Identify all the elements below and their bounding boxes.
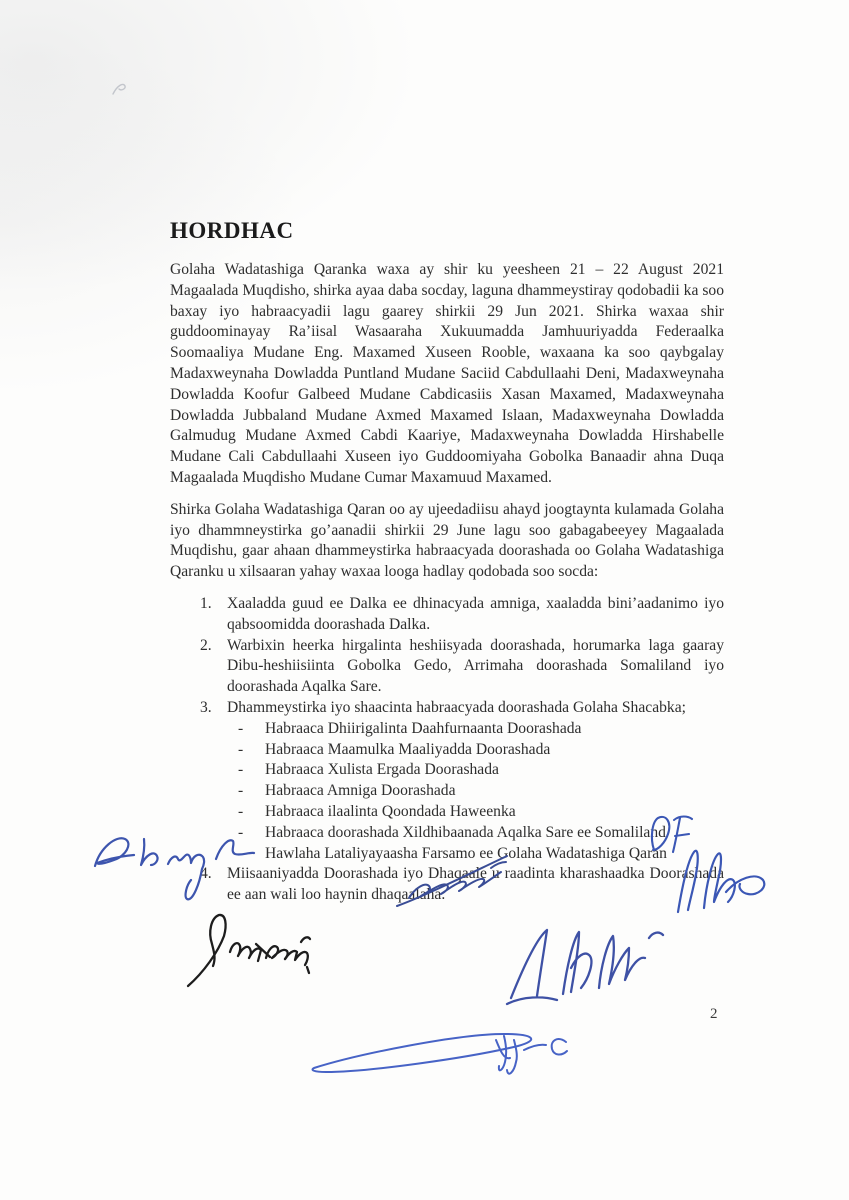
sub-item-text: Habraaca Amniga Doorashada [265,782,456,800]
dash-bullet: - [238,740,244,758]
signature-blue-middle-slanted [395,838,513,910]
paragraph-2: Shirka Golaha Wadatashiga Qaran oo ay ujeedadiisu ahayd joogtaynta kulamada Golaha iyo dhammneystirka go’aanadii shirkii 29 June lagu soo gabagabeeyey Magaalada Muqdishu, gaar ahaan dhammeystirka habraacyada doorashada oo Golaha Wadatashiga Qaranku u xilsaaran yahay waxaa looga hadlay qodobada soo socda: [170,500,724,581]
list-item-text: Warbixin heerka hirgalinta heshiisyada doorashada, horumarka laga gaaray Dibu-heshiisiinta Gobolka Gedo, Arrimaha doorashada Somaliland iyo doorashada Aqalka Sare. [227,636,724,696]
dash-bullet: - [238,802,244,820]
sub-item-text: Habraaca Dhiirigalinta Daahfurnaanta Doorashada [265,719,582,737]
page-number: 2 [710,1006,718,1022]
sub-item-text: Habraaca ilaalinta Qoondada Haweenka [265,802,516,820]
signature-black-left [186,892,356,992]
list-item-text: Xaaladda guud ee Dalka ee dhinacyada amniga, xaaladda bini’aadanimo iyo qabsoomidda doorashada Dalka. [227,594,724,633]
list-item-number: 1. [200,594,212,612]
list-item-3 [170,698,724,719]
signature-blue-bottom-flourish [308,1020,573,1086]
sub-item-2 [170,740,724,761]
list-item-number: 3. [200,698,212,716]
dash-bullet: - [238,844,244,862]
sub-item-text: Hawlaha Lataliyayaasha Farsamo ee Golaha Wadatashiga Qaran [265,844,667,862]
list-item-text: Miisaaniyadda Doorashada iyo Dhaqaale u raadinta kharashaadka Doorashada ee aan wali loo haynin dhaqaalaha. [227,865,724,904]
list-item-text: Dhammeystirka iyo shaacinta habraacyada doorashada Golaha Shacabka; [227,698,686,716]
list-item-number: 4. [200,865,212,883]
list-item-number: 2. [200,636,212,654]
document-body [170,218,724,906]
faint-scan-mark [103,74,133,107]
paragraph-1: Golaha Wadatashiga Qaranka waxa ay shir ku yeesheen 21 – 22 August 2021 Magaalada Muqdisho, shirka ayaa daba socday, laguna dhammeystiray qodobadii ka soo baxay iyo habraacyadii lagu gaarey shirkii 29 Jun 2021. Shirka waxaa shir guddoominayay Ra’iisal Wasaaraha Xukuumadda Jamhuuriyadda Federaalka Soomaaliya Mudane Eng. Maxamed Xuseen Rooble, waxaana ka soo qaybgalay Madaxweynaha Dowladda Puntland Mudane Saciid Cabdullaahi Deni, Madaxweynaha Dowladda Koofur Galbeed Mudane Cabdicasiis Xasan Maxamed, Madaxweynaha Dowladda Jubbaland Mudane Axmed Maxamed Islaan, Madaxweynaha Dowladda Galmudug Mudane Axmed Cabdi Kaariye, Madaxweynaha Dowladda Hirshabelle Mudane Cali Cabdullaahi Xuseen iyo Guddoomiyaha Gobolka Banaadir ahna Duqa Magaalada Muqdisho Mudane Cumar Maxamuud Maxamed. [170,261,724,486]
dash-bullet: - [238,823,244,841]
sub-item-text: Habraaca Maamulka Maaliyadda Doorashada [265,740,551,758]
sub-item-text: Habraaca Xulista Ergada Doorashada [265,761,499,779]
document-heading: HORDHAC [170,218,294,243]
signature-blue-center-large [505,916,667,1014]
dash-bullet: - [238,782,244,800]
sub-item-1 [170,719,724,740]
list-item-2 [170,636,724,698]
sub-item-text: Habraaca doorashada Xildhibaanada Aqalka Sare ee Somaliland [265,823,666,841]
sub-item-4 [170,781,724,802]
list-item-1 [170,594,724,636]
signature-blue-right [666,836,770,922]
dash-bullet: - [238,761,244,779]
sub-item-3 [170,760,724,781]
dash-bullet: - [238,719,244,737]
